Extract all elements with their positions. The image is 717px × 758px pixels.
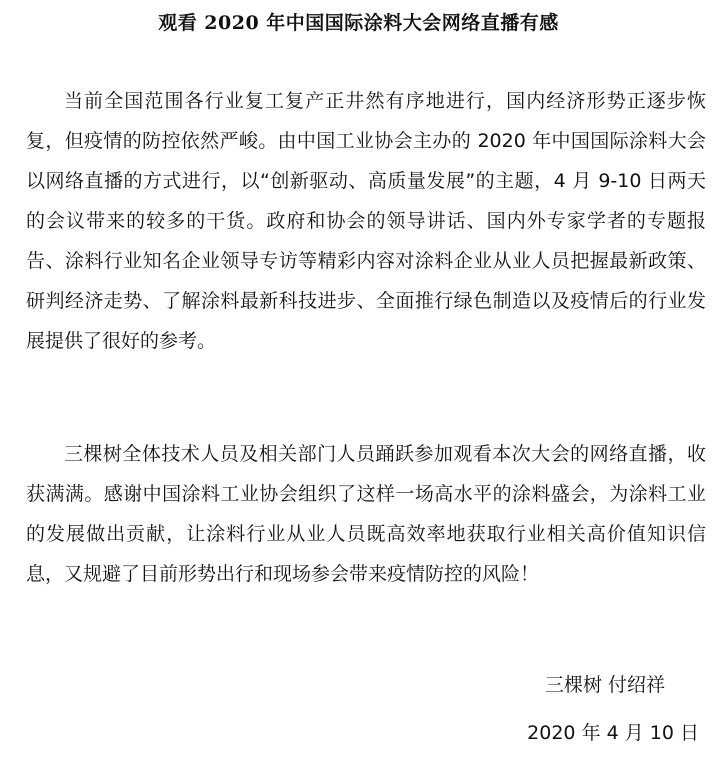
paragraph-1: 当前全国范围各行业复工复产正井然有序地进行，国内经济形势正逐步恢复，但疫情的防控依然严峻。由中国工业协会主办的 2020 年中国国际涂料大会以网络直播的方式进行，以“创新驱动、高质量发展”的主题，4 月 9-10 日两天的会议带来的较多的干货。政府和协会的领导讲话、国内外专家学者的专题报告、涂料行业知名企业领导专访等精彩内容对涂料企业从业人员把握最新政策、研判经济走势、了解涂料最新科技进步、全面推行绿色制造以及疫情后的行业发展提供了很好的参考。: [26, 90, 706, 352]
signature: 三棵树 付绍祥: [544, 674, 665, 696]
document-title: 观看 2020 年中国国际涂料大会网络直播有感: [158, 12, 559, 34]
paragraph-2: 三棵树全体技术人员及相关部门人员踊跃参加观看本次大会的网络直播，收获满满。感谢中国涂料工业协会组织了这样一场高水平的涂料盛会，为涂料工业的发展做出贡献，让涂料行业从业人员既高效率地获取行业相关高价值知识信息，又规避了目前形势出行和现场参会带来疫情防控的风险！: [26, 443, 706, 585]
document-date: 2020 年 4 月 10 日: [527, 722, 699, 744]
